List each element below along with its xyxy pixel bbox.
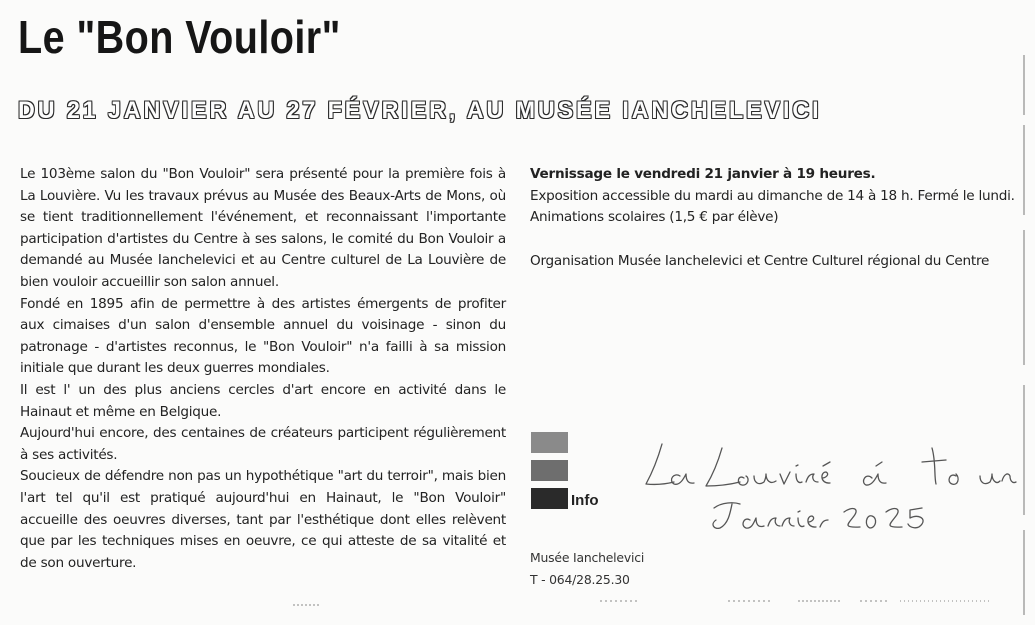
body-paragraph: Fondé en 1895 afin de permettre à des artistes émergents de profiter aux cimaises d'un salon d'ensemble annuel du voisinage - sinon du patronage - d'artistes reconnus, le "Bon Vouloir" n'a failli à sa mission initiale que durant les deux guerres mondiales.	[20, 295, 506, 377]
article-title: Le "Bon Vouloir"	[18, 11, 341, 63]
grey-square-medium	[531, 460, 568, 481]
body-paragraph: Il est l' un des plus anciens cercles d'art encore en activité dans le Hainaut et même en Belgique.	[20, 381, 506, 420]
opening-hours: Exposition accessible du mardi au dimanche de 14 à 18 h. Fermé le lundi.	[530, 187, 1015, 204]
handwritten-annotation	[640, 428, 1020, 538]
info-row	[531, 488, 599, 509]
event-details	[530, 164, 1016, 272]
school-activities: Animations scolaires (1,5 € par élève)	[530, 209, 779, 226]
scan-noise	[0, 595, 1035, 625]
vernissage-text: Vernissage le vendredi 21 janvier à 19 heures.	[530, 166, 876, 182]
body-paragraph: Aujourd'hui encore, des centaines de créateurs participent régulièrement à ses activités.	[20, 425, 506, 463]
contact-name: Musée Ianchelevici	[530, 550, 645, 565]
info-marker	[531, 432, 599, 509]
grey-square-light	[531, 432, 568, 453]
body-paragraph: Le 103ème salon du "Bon Vouloir" sera présenté pour la première fois à La Louvière. Vu les travaux prévus au Musée des Beaux-Arts de Mons, où se tient traditionnellement l'événement, et reconnaissant l'importante participation d'artistes du Centre à ses salons, le comité du Bon Vouloir a demandé au Musée Ianchelevici et au Centre culturel de La Louvière de bien vouloir accueillir son salon annuel.	[20, 166, 506, 290]
article-body	[20, 164, 506, 574]
scan-edge-marks	[1022, 55, 1026, 615]
contact-phone: T - 064/28.25.30	[530, 571, 630, 587]
body-paragraph: Soucieux de défendre non pas un hypothétique "art du terroir", mais bien l'art tel qu'il est pratiqué aujourd'hui en Hainaut, le "Bon Vouloir" accueille des oeuvres diverses, tant par l'esthétique dont elles relèvent que par les techniques mises en oeuvre, ce qui atteste de sa vitalité et de son ouverture.	[20, 468, 506, 571]
article-subtitle: DU 21 JANVIER AU 27 FÉVRIER, AU MUSÉE IANCHELEVICI	[18, 97, 822, 124]
dark-square	[531, 488, 568, 509]
organisation-text: Organisation Musée Ianchelevici et Centre Culturel régional du Centre	[530, 252, 990, 269]
info-label: Info	[571, 492, 599, 509]
contact-block	[530, 547, 644, 590]
